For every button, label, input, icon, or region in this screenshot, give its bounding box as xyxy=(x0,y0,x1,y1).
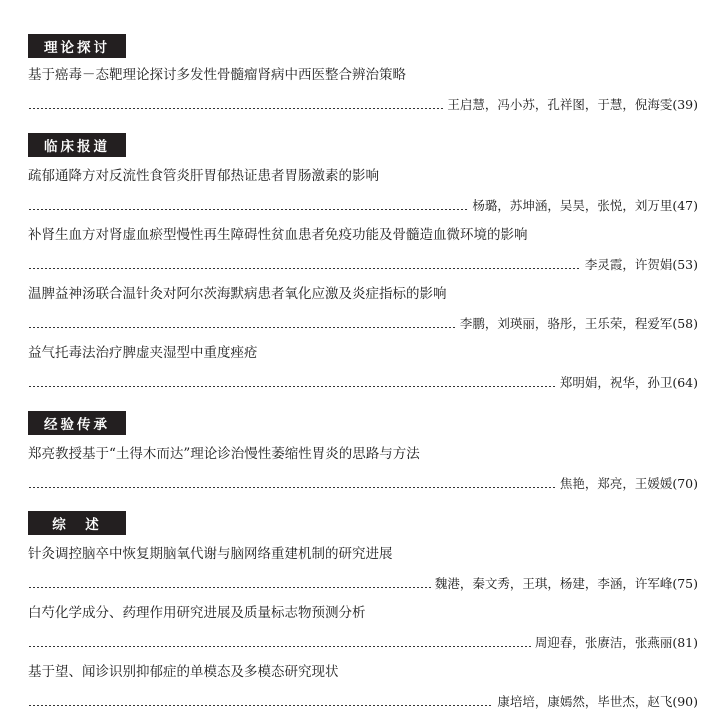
article-title[interactable]: 温脾益神汤联合温针灸对阿尔茨海默病患者氧化应激及炎症指标的影响 xyxy=(28,286,447,302)
section-heading: 理论探讨 xyxy=(28,34,126,58)
toc-entry[interactable] xyxy=(0,604,722,660)
dot-leader xyxy=(28,587,431,588)
toc-entry[interactable] xyxy=(0,285,722,341)
article-authors-page: 郑明娟，祝华，孙卫(64) xyxy=(559,375,698,390)
article-title[interactable]: 基于癌毒－态靶理论探讨多发性骨髓瘤肾病中西医整合辨治策略 xyxy=(28,67,406,83)
article-authors-page: 杨璐，苏坤涵，吴昊，张悦，刘万里(47) xyxy=(472,198,698,213)
article-authors-page: 魏港，秦文秀，王琪，杨建，李涵，许军峰(75) xyxy=(434,576,698,591)
article-authors-page: 周迎春，张赓洁，张燕丽(81) xyxy=(534,635,698,650)
section-heading: 综 述 xyxy=(28,511,126,535)
dot-leader xyxy=(28,487,556,488)
toc-entry[interactable] xyxy=(0,663,722,719)
toc-entry[interactable] xyxy=(0,66,722,122)
section-heading: 经验传承 xyxy=(28,411,126,435)
article-authors-page: 焦艳，郑亮，王媛媛(70) xyxy=(559,476,698,491)
article-authors-page: 王启慧，冯小苏，孔祥图，于慧，倪海雯(39) xyxy=(447,97,698,112)
dot-leader xyxy=(28,108,443,109)
dot-leader xyxy=(28,209,468,210)
article-authors-page: 康培培，康嫣然，毕世杰，赵飞(90) xyxy=(497,694,698,709)
article-authors-page: 李灵霞，许贺娟(53) xyxy=(584,257,698,272)
article-title[interactable]: 补肾生血方对肾虚血瘀型慢性再生障碍性贫血患者免疫功能及骨髓造血微环境的影响 xyxy=(28,227,528,243)
article-authors-page: 李鹏，刘瑛丽，骆彤，王乐荣，程爱军(58) xyxy=(459,316,698,331)
dot-leader xyxy=(28,646,531,647)
toc-entry[interactable] xyxy=(0,344,722,400)
toc-entry[interactable] xyxy=(0,445,722,501)
article-title[interactable]: 白芍化学成分、药理作用研究进展及质量标志物预测分析 xyxy=(28,605,366,621)
toc-entry[interactable] xyxy=(0,545,722,601)
article-title[interactable]: 郑亮教授基于“土得木而达”理论诊治慢性萎缩性胃炎的思路与方法 xyxy=(28,446,420,462)
article-title[interactable]: 基于望、闻诊识别抑郁症的单模态及多模态研究现状 xyxy=(28,664,339,680)
article-title[interactable]: 疏郁通降方对反流性食管炎肝胃郁热证患者胃肠激素的影响 xyxy=(28,168,379,184)
article-title[interactable]: 针灸调控脑卒中恢复期脑氧代谢与脑网络重建机制的研究进展 xyxy=(28,546,393,562)
toc-entry[interactable] xyxy=(0,167,722,223)
article-title[interactable]: 益气托毒法治疗脾虚夹湿型中重度痤疮 xyxy=(28,345,258,361)
dot-leader xyxy=(28,705,493,706)
dot-leader xyxy=(28,268,581,269)
dot-leader xyxy=(28,327,456,328)
section-heading: 临床报道 xyxy=(28,133,126,157)
dot-leader xyxy=(28,386,556,387)
toc-entry[interactable] xyxy=(0,226,722,282)
